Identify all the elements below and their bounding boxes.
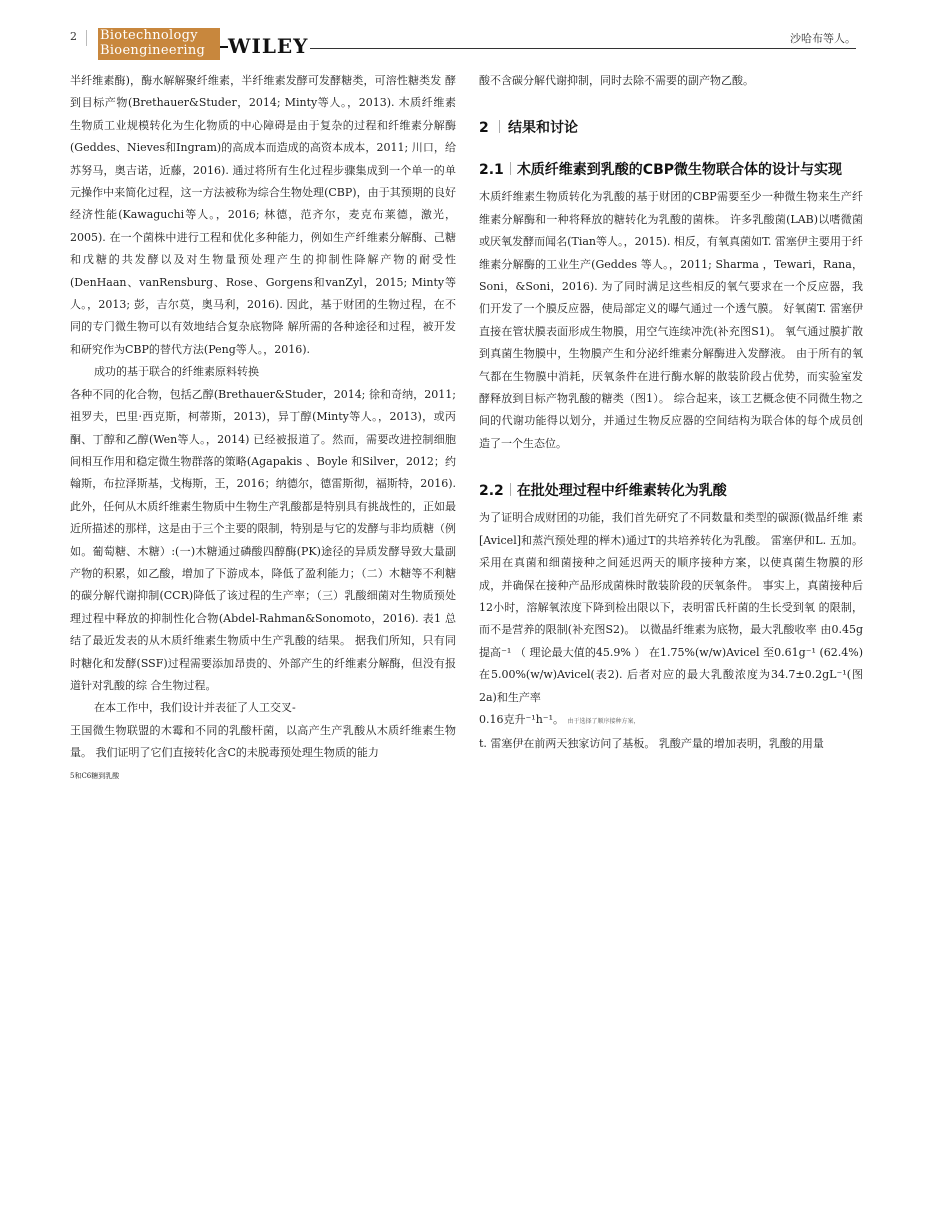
- page-header: [70, 26, 856, 60]
- right-column: [479, 70, 863, 756]
- journal-name-line1: Biotechnology: [100, 28, 198, 43]
- subsection-number: 2.2: [479, 483, 504, 500]
- subsection-heading: [479, 160, 863, 180]
- section-number: 2: [479, 120, 489, 137]
- subsection-title: 木质纤维素到乳酸的CBP微生物联合体的设计与实现: [516, 162, 843, 179]
- paragraph: 在本工作中，我们设计并表征了人工交叉-: [94, 701, 296, 715]
- page-number: 2: [70, 30, 77, 43]
- running-head: 沙哈布等人。: [790, 32, 856, 45]
- paragraph: 王国微生物联盟的木霉和不同的乳酸杆菌，以高产生产乳酸从木质纤维素生物量。 我们证明了它们直接转化含C的未脱毒预处理生物质的能力: [70, 723, 456, 760]
- paragraph: 各种不同的化合物，包括乙醇(Brethauer&Studer，2014; 徐和奇纳，2011; 祖罗夫，巴里·西克斯，柯蒂斯，2013)，异丁醇(Minty等人。，2013)，或丙酮、丁醇和乙醇(Wen等人。，2014) 已经被报道了。然而，需要改进控制细胞间相互作用和稳定微生物群落的策略(Agapakis 、Boyle 和Silver，2012；约翰斯，布拉泽斯基，戈梅斯，王，2016；纳德尔，德雷斯彻，福斯特，2016). 此外，任何从木质纤维素生物质中生物生产乳酸都是特别具有挑战性的，正如最近所描述的那样，这是由于三个主要的限制，特别是与它的发酵与非均质糖（例如。葡萄糖、木糖）:(一)木糖通过磷酸四醇酶(PK)途径的异质发酵导致大量副产物的积累，如乙酸，增加了下游成本，降低了盈利能力；（二）木糖等不利糖的碳分解代谢抑制(CCR)降低了该过程的生产率；（三）乳酸细菌对生物质预处理过程中释放的抑制性化合物(Abdel-Rahman&Sonomoto，2016). 表1 总结了最近发表的从木质纤维素生物质中生产乳酸的结果。 据我们所知，只有同时糖化和发酵(SSF)过程需要添加昂贵的、外部产生的纤维素分解酶，但没有报道针对乳酸的综 合生物过程。: [70, 387, 456, 692]
- subsection-number: 2.1: [479, 162, 504, 179]
- paragraph-heading: 成功的基于联合的纤维素原料转换: [94, 365, 259, 379]
- subsection-heading: [479, 481, 863, 501]
- section-heading: [479, 118, 863, 138]
- paragraph: 为了证明合成财团的功能，我们首先研究了不同数量和类型的碳源(微晶纤维 素[Avicel]和蒸汽预处理的榉木)通过T的共培养转化为乳酸。 雷塞伊和L. 五加。采用在真菌和细菌接种之间延迟两天的顺序接种方案，以使真菌生物膜的形成，并确保在接种产品形成菌株时散装阶段的厌氧条件。 事实上，真菌接种后12小时，溶解氧浓度下降到检出限以下，表明雷氏杆菌的生长受到氧 的限制，而不是营养的限制(补充图S2)。 以微晶纤维素为底物，最大乳酸收率 由0.45g提高⁻¹ （ 理论最大值的45.9% ） 在1.75%(w/w)Avicel 至0.61g⁻¹ (62.4%) 在5.00%(w/w)Avicel(表2). 后者对应的最大乳酸浓度为34.7±0.2gL⁻¹(图2a)和生产率: [479, 511, 863, 704]
- publisher-logo: WILEY: [228, 34, 309, 58]
- header-divider: [86, 30, 87, 46]
- section-title: 结果和讨论: [508, 120, 578, 137]
- journal-name-line2: Bioengineering: [100, 43, 206, 58]
- paragraph-line: [479, 709, 863, 733]
- paragraph: 木质纤维素生物质转化为乳酸的基于财团的CBP需要至少一种微生物来生产纤维素分解酶和一种将释放的糖转化为乳酸的菌株。 许多乳酸菌(LAB)以嗜微菌或厌氧发酵而闻名(Tian等人。，2015). 相反，有氧真菌如T. 雷塞伊主要用于纤维素分解酶的工业生产(Geddes 等人。，2011; Sharma ，Tewari，Rana，Soni，&Soni，2016). 为了同时满足这些相反的氧气要求在一个反应器，我们开发了一个膜反应器，使局部定义的曝气通过一个透气膜。 好氧菌T. 雷塞伊直接在管状膜表面形成生物膜，用空气连续冲洗(补充图S1)。 氧气通过膜扩散到真菌生物膜中，生物膜产生和分泌纤维素分解酶进入发酵液。 由于所有的氧气都在生物膜中消耗，厌氧条件在进行酶水解的散装阶段占优势，而实验室发酵释放到目标产物乳酸的糖类（图1）。 综合起来，该工艺概念使不同微生物之间的代谢功能得以划分，并通过生物反应器的空间结构为联合体的每个成员创造了一个生态位。: [479, 190, 863, 450]
- rate-value: 0.16克升⁻¹h⁻¹。: [479, 712, 565, 726]
- paragraph: 酸不含碳分解代谢抑制，同时去除不需要的副产物乙酸。: [479, 74, 754, 87]
- journal-logo: [98, 28, 220, 60]
- header-rule: [310, 48, 856, 49]
- paragraph: 半纤维素酶)，酶水解解聚纤维素，半纤维素发酵可发酵糖类，可溶性糖类发 酵到目标产物(Brethauer&Studer，2014; Minty等人。，2013). 木质纤维素生物质工业规模转化为生化物质的中心障碍是由于复杂的过程和纤维素分解酶(Geddes、Nieves和Ingram)的高成本而造成的高资本成本，2011; 川口，给苏努马，奥吉诺，近藤，2016). 通过将所有生化过程步骤集成到一个单一的单元操作中来简化过程，这一方法被称为综合生物处理(CBP)，由于其预期的良好经济性能(Kawaguchi等人。，2016; 林德，范齐尔，麦克布莱德，激光，2005). 在一个菌株中进行工程和优化多种能力，例如生产纤维素分解酶、己糖和戊糖的共发酵以及对生物量预处理产生的抑制性降解产物的耐受性(DenHaan、vanRensburg、Rose、Gorgens和vanZyl，2015; Minty等人。，2013; 彭，吉尔莫，奥马利，2016). 因此，基于财团的生物过程，在不同的专门微生物可以有效地结合复杂底物降 解所需的各种途径和过程，被开发和研究作为CBP的替代方法(Peng等人。，2016).: [70, 74, 456, 356]
- subsection-title: 在批处理过程中纤维素转化为乳酸: [516, 483, 727, 500]
- rate-note: 由于选择了顺序接种方案，: [567, 717, 640, 725]
- paragraph: t. 雷塞伊在前两天独家访问了基板。 乳酸产量的增加表明，乳酸的用量: [479, 737, 824, 751]
- publisher-dash: [220, 46, 228, 48]
- left-column: [70, 70, 456, 787]
- paragraph-fragment: 5和C6糖到乳酸: [70, 771, 120, 780]
